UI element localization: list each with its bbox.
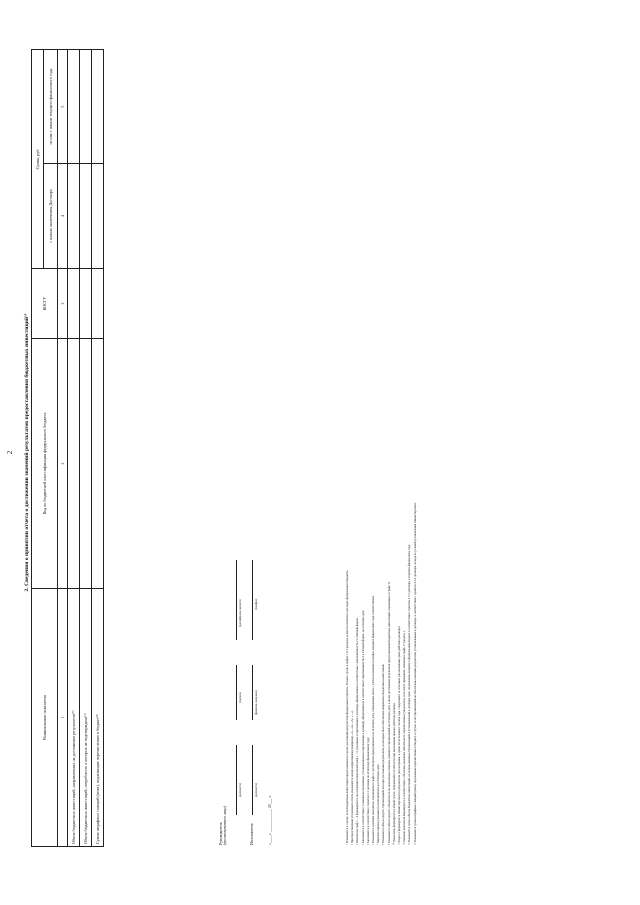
- footnote: ⁹ Указывается объем средств, обязательств по понесенным затратам, принятых Организацией на отчетную дату, в целях достижения результатов предоставления бюджетных инвестиций, отраженных в графе 11.: [386, 581, 391, 845]
- head-sublabel: (уполномоченное лицо): [223, 805, 227, 845]
- caption-position: (должность): [239, 782, 242, 797]
- date-line: «____» ____________ 20___ г.: [268, 795, 272, 845]
- head-signature-block: [219, 806, 227, 845]
- footnote: ¹² Значение показателя формируется в соответствии с объемами денежных обязательств, перечисленных (уведомлен), и не могут превышать значения в графе 17 раздела 1.: [402, 630, 407, 845]
- row-label: Объем бюджетных инвестиций, направленных на достижение результатов¹⁰⁾: [68, 589, 80, 847]
- footnote: ² При представлении уточненного отчета указывается номер корректировки (например, «1», «2», «3», «...»).: [350, 710, 355, 845]
- footnote: ⁸ Указывается объем средств, Организацией или при достижении результатов, на которые было обеспечено направлено бюджетных инвестиций.: [381, 663, 386, 845]
- footnote: ⁴ Заполняется в соответствии с плановыми значениями, установленными в приложении к договору, оформленному в соответствии с приложением № 2 к Типовой форме, на отчетную дату.: [360, 609, 365, 845]
- table-cell: [92, 269, 104, 339]
- head-signature-lines: [232, 515, 244, 815]
- head-label: Руководитель: [219, 822, 223, 845]
- table-cell: [80, 269, 92, 339]
- table-cell: [68, 339, 80, 589]
- header-from-contract-start: с начала заключения Договора: [44, 164, 58, 269]
- footnote: ⁷ Перечень причин указывается исполнителем на отчетную дату.: [376, 764, 381, 845]
- executor-signature-lines: [248, 515, 260, 815]
- caption-phone: (телефон): [255, 598, 258, 610]
- header-from-year-start: из них с начала текущего финансового года: [44, 49, 58, 163]
- executor-label: Исполнитель: [250, 823, 254, 845]
- footnote: ¹⁴ Указывается сумма штрафных санкций (пени), подлежащих перечислению в бюджет, в случае, если Организацией не обеспечены значения результатов, установленные в договоре, в соответствии с пунктом 4.3.4 договора, исходя из условий установления Министерством.: [412, 502, 417, 845]
- table-row: [92, 49, 104, 846]
- page-number: 2: [6, 450, 14, 455]
- table-cell: [68, 49, 80, 163]
- header-budget-code: Код по бюджетной классификации федерального бюджета: [32, 339, 58, 589]
- header-indicator-name: Наименование показателя: [32, 589, 58, 847]
- footnote: ¹⁰ Показатель формируется в общей сумме, отраженной в отчетности при выполнении правил действия договора.: [391, 702, 396, 845]
- signature-line: [248, 665, 253, 720]
- footnote: ³ Показатели граф 1 – 4 формируются на основании показателей граф 1 – 5, указанных в приложении к договору, оформленном в соответствии с приложением № 2 к Типовой форме.: [355, 617, 360, 845]
- row-label: Объем бюджетных инвестиций, потребность в которых не подтверждена¹¹⁾: [80, 589, 92, 847]
- table-cell: [92, 49, 104, 163]
- section-title: 2. Сведения о принятии отчета о достижении значений результатов предоставления бюджетных инвестиций¹⁾: [24, 313, 30, 592]
- table-cell: [80, 339, 92, 589]
- table-cell: [68, 164, 80, 269]
- footnote: ¹ Указывается в случае, если Бюджетные инвестиции предоставляются в целях достижения результатов федерального проекта. В ином случае в графах 1 и 5 разделы делаются пометки о расходах федерального бюджета.: [345, 570, 349, 845]
- table-cell: [80, 164, 92, 269]
- signature-line: [232, 745, 237, 815]
- footnotes: [345, 45, 418, 845]
- header-kosgu: КОСГУ: [32, 269, 58, 339]
- column-number: 5: [58, 49, 68, 163]
- table-cell: [92, 339, 104, 589]
- column-number: 4: [58, 164, 68, 269]
- header-amount: Сумма, руб.: [32, 49, 44, 268]
- table-row: [80, 49, 92, 846]
- signature-line: [248, 745, 253, 815]
- caption-signature: (подпись): [239, 691, 242, 703]
- caption-position: (должность): [255, 782, 258, 797]
- column-number: 3: [58, 269, 68, 339]
- column-number: 2: [58, 339, 68, 589]
- footnote: ⁵ Заполняется в соответствии с пунктом 2.1 договора по отчетному финансовому году.: [365, 736, 370, 845]
- caption-name: (расшифровка подписи): [239, 599, 242, 627]
- footnote: ⁶ Указывается значение показателя, отраженное в графе 5, достигнутое (предложенное) на отчетную дату, отражающее итоги с учетом изменения в графах текущего финансового года соответственно.: [371, 594, 376, 845]
- signature-line: [232, 665, 237, 720]
- results-table: [31, 49, 104, 847]
- signature-line: [232, 560, 237, 640]
- column-number-row: [58, 49, 68, 846]
- signature-line: [248, 560, 253, 640]
- column-number: 1: [58, 589, 68, 847]
- footnote: ¹¹ Раздел 2 формируется Министерством по результатам рассмотрения, в сроки по истечении 1 месяца года, следующего за отчетным (по окончании срока действия договора).: [397, 625, 402, 845]
- caption-initials: (фамилия, инициалы): [255, 690, 258, 715]
- table-cell: [92, 164, 104, 269]
- table-row: [68, 49, 80, 846]
- footnote: ¹³ Указывается сумма объема бюджетных инвестиций, не использованных Организацией в установленный в договоре срок, подлежащих возврату в федеральный бюджет в соответствии с пунктом 4.3.3 договора, в текущем финансовом году.: [407, 544, 412, 845]
- table-cell: [68, 269, 80, 339]
- table-cell: [80, 49, 92, 163]
- row-label: Сумма штрафных санкций (пени), подлежащих перечислению в бюджет¹²⁾: [92, 589, 104, 847]
